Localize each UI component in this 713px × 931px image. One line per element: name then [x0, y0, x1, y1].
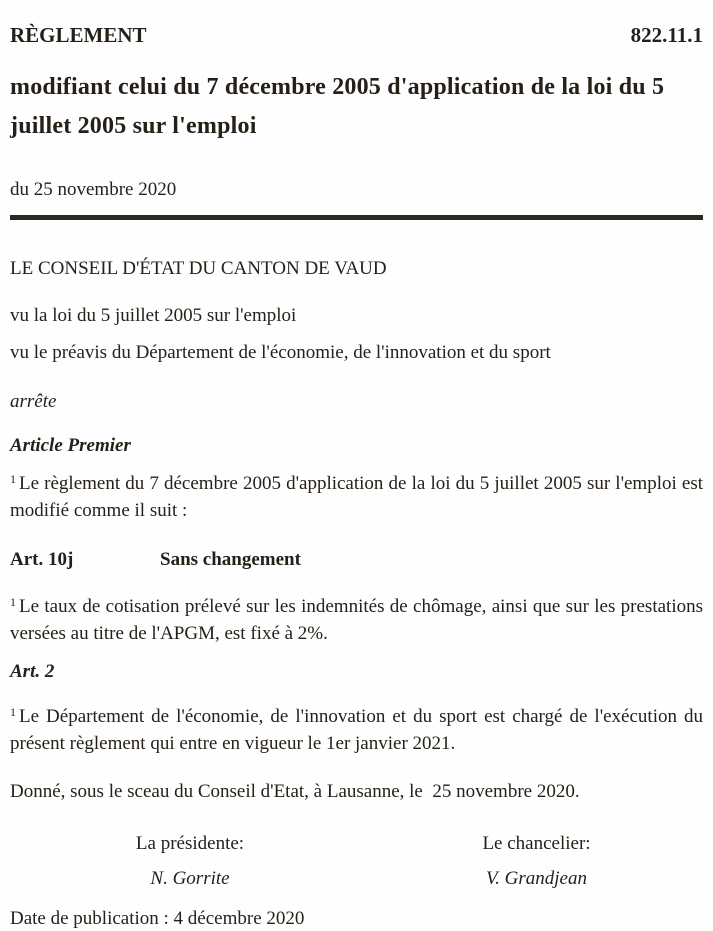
article-premier-paragraph: [10, 471, 703, 523]
art-2-heading: Art. 2: [10, 661, 55, 682]
paragraph-superscript: 1: [10, 472, 16, 486]
art-10j-note: Sans changement: [160, 549, 301, 570]
doc-type-label: RÈGLEMENT: [10, 23, 147, 47]
president-role-label: La présidente:: [135, 833, 245, 854]
paragraph-text: Le règlement du 7 décembre 2005 d'application de la loi du 5 juillet 2005 sur l'emploi est modifié comme il suit :: [10, 473, 703, 521]
paragraph-text: Le taux de cotisation prélevé sur les indemnités de chômage, ainsi que sur les prestations versées au titre de l'APGM, est fixé à 2%.: [10, 596, 703, 644]
doc-number: 822.11.1: [630, 23, 703, 47]
art-10j-paragraph: [10, 594, 703, 646]
recital-line: vu la loi du 5 juillet 2005 sur l'emploi: [10, 305, 297, 326]
signature-names-row: [10, 866, 703, 891]
chancellor-role-label: Le chancelier:: [482, 833, 591, 854]
paragraph-text: Le Département de l'économie, de l'innovation et du sport est chargé de l'exécution du présent règlement qui entre en vigueur le 1er janvier 2021.: [10, 706, 703, 754]
paragraph-superscript: 1: [10, 705, 16, 719]
article-premier-heading: Article Premier: [10, 435, 131, 456]
art-10j-label: Art. 10j: [10, 549, 74, 570]
header-divider-rule: [10, 215, 703, 220]
signature-roles-row: [10, 831, 703, 856]
chancellor-signature-name: V. Grandjean: [486, 868, 587, 889]
authority-line: LE CONSEIL D'ÉTAT DU CANTON DE VAUD: [10, 258, 387, 279]
given-under-seal-line: Donné, sous le sceau du Conseil d'Etat, à Lausanne, le 25 novembre 2020.: [10, 781, 580, 802]
document-date: du 25 novembre 2020: [10, 179, 177, 200]
document-title: modifiant celui du 7 décembre 2005 d'application de la loi du 5 juillet 2005 sur l'emploi: [10, 74, 665, 139]
art-10j-row: [10, 547, 703, 572]
document-header: [10, 22, 703, 48]
paragraph-superscript: 1: [10, 595, 16, 609]
decree-word: arrête: [10, 391, 57, 412]
publication-date-line: Date de publication : 4 décembre 2020: [10, 908, 305, 929]
president-signature-name: N. Gorrite: [150, 868, 230, 889]
recital-line: vu le préavis du Département de l'économie, de l'innovation et du sport: [10, 342, 551, 363]
art-2-paragraph: [10, 704, 703, 756]
